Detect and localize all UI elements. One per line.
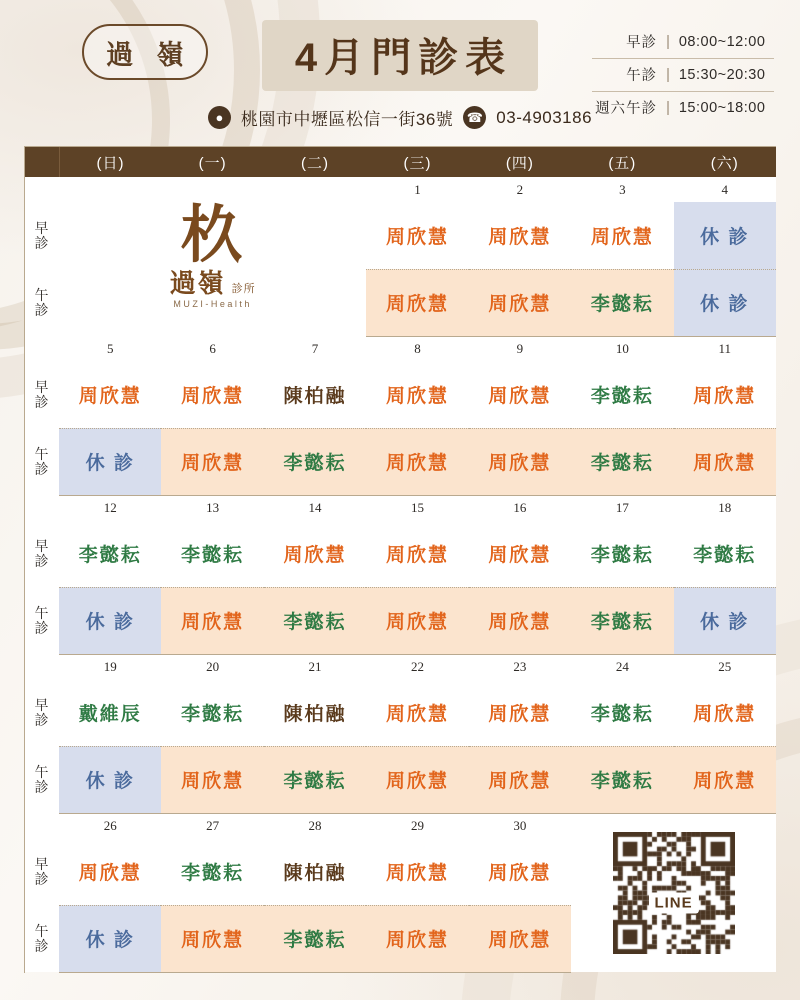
session-label-am: 早 診: [25, 838, 59, 905]
doctor-name: 李懿耘: [181, 703, 245, 725]
hours-value: 08:00~12:00: [678, 33, 766, 50]
date-cell: 23: [469, 654, 571, 679]
schedule-cell: [469, 905, 571, 972]
doctor-name: 周欣慧: [385, 226, 449, 248]
doctor-name: 周欣慧: [488, 226, 552, 248]
doctor-name: 周欣慧: [693, 703, 757, 725]
schedule-cell: [264, 679, 366, 746]
session-label-pm: 午 診: [25, 746, 59, 813]
session-label-am: 早 診: [25, 202, 59, 269]
date-cell: 30: [469, 813, 571, 838]
session-row-pm: [25, 587, 776, 654]
doctor-name: 周欣慧: [590, 226, 654, 248]
calendar-wrapper: [24, 146, 776, 973]
schedule-cell: [674, 269, 776, 336]
hours-row: [592, 59, 774, 92]
doctor-name: 周欣慧: [488, 930, 552, 951]
session-row-pm: [25, 428, 776, 495]
date-cell: 7: [264, 336, 366, 361]
schedule-cell: [571, 746, 673, 813]
logo-name-en: MUZI-Health: [173, 298, 252, 309]
schedule-cell: [366, 428, 468, 495]
schedule-cell: [161, 587, 263, 654]
clinic-logo: [59, 177, 366, 336]
doctor-name: 周欣慧: [385, 862, 449, 884]
date-cell: 3: [571, 177, 673, 202]
schedule-cell: [674, 746, 776, 813]
schedule-cell: [366, 202, 468, 269]
date-row: [25, 495, 776, 520]
line-qr-code[interactable]: [571, 813, 776, 972]
doctor-name: 周欣慧: [78, 862, 142, 884]
doctor-name: 周欣慧: [385, 544, 449, 566]
schedule-cell: [469, 587, 571, 654]
title-block: [208, 20, 592, 130]
schedule-cell: [59, 587, 161, 654]
qr-caption: LINE: [648, 892, 698, 913]
date-row-label: [25, 654, 59, 679]
date-cell: 13: [161, 495, 263, 520]
session-label-pm: 午 診: [25, 269, 59, 336]
logo-name-sub: 診所: [231, 282, 256, 295]
date-cell: 26: [59, 813, 161, 838]
date-cell: 22: [366, 654, 468, 679]
weekday-header-5: (五): [571, 147, 673, 177]
schedule-cell: [264, 905, 366, 972]
doctor-name: 周欣慧: [181, 771, 245, 792]
hours-separator: |: [666, 99, 670, 116]
schedule-cell: [59, 746, 161, 813]
schedule-cell: [469, 838, 571, 905]
session-row-am: [25, 361, 776, 428]
doctor-name: 周欣慧: [181, 612, 245, 633]
doctor-name: 李懿耘: [590, 703, 654, 725]
hours-row: [592, 26, 774, 59]
date-cell: 21: [264, 654, 366, 679]
schedule-cell: [571, 202, 673, 269]
hours-label: 午診: [626, 68, 658, 84]
page-title: 4月門診表: [262, 20, 538, 91]
session-label-pm: 午 診: [25, 428, 59, 495]
doctor-name: 李懿耘: [590, 453, 654, 474]
clinic-phone: 03-4903186: [496, 107, 593, 127]
session-label-pm: 午 診: [25, 905, 59, 972]
doctor-name: 休 診: [85, 612, 135, 633]
schedule-cell: [59, 520, 161, 587]
date-cell: 27: [161, 813, 263, 838]
doctor-name: 李懿耘: [590, 612, 654, 633]
doctor-name: 周欣慧: [385, 703, 449, 725]
clinic-badge: 過 嶺: [82, 24, 208, 80]
schedule-cell: [161, 361, 263, 428]
schedule-cell: [366, 361, 468, 428]
contact-row: [208, 105, 592, 130]
doctor-name: 周欣慧: [181, 385, 245, 407]
hours-label: 早診: [626, 35, 658, 51]
hours-row: [592, 92, 774, 124]
doctor-name: 戴維辰: [78, 703, 142, 725]
doctor-name: 陳柏融: [283, 385, 347, 407]
doctor-name: 周欣慧: [488, 703, 552, 725]
weekday-header-1: (一): [161, 147, 263, 177]
doctor-name: 周欣慧: [385, 930, 449, 951]
date-cell: 28: [264, 813, 366, 838]
session-label-am: 早 診: [25, 361, 59, 428]
schedule-cell: [674, 428, 776, 495]
doctor-name: 周欣慧: [488, 544, 552, 566]
poster-header: [0, 0, 800, 136]
date-cell: 25: [674, 654, 776, 679]
doctor-name: 休 診: [700, 612, 750, 633]
date-cell: 29: [366, 813, 468, 838]
schedule-cell: [264, 587, 366, 654]
date-row-label: [25, 177, 59, 202]
date-row-label: [25, 495, 59, 520]
hours-separator: |: [666, 66, 670, 83]
schedule-cell: [161, 679, 263, 746]
doctor-name: 李懿耘: [590, 294, 654, 315]
schedule-cell: [366, 587, 468, 654]
doctor-name: 周欣慧: [488, 612, 552, 633]
logo-name-cn: 過嶺: [169, 268, 226, 298]
date-cell: 11: [674, 336, 776, 361]
date-cell: 4: [674, 177, 776, 202]
schedule-cell: [469, 746, 571, 813]
doctor-name: 周欣慧: [488, 453, 552, 474]
doctor-name: 李懿耘: [283, 612, 347, 633]
date-cell: 15: [366, 495, 468, 520]
schedule-cell: [469, 269, 571, 336]
schedule-cell: [161, 905, 263, 972]
session-label-am: 早 診: [25, 679, 59, 746]
date-row: [25, 177, 776, 202]
date-cell: 9: [469, 336, 571, 361]
session-row-am: [25, 679, 776, 746]
schedule-cell: [571, 269, 673, 336]
date-cell: 5: [59, 336, 161, 361]
date-row: [25, 654, 776, 679]
doctor-name: 周欣慧: [385, 453, 449, 474]
doctor-name: 休 診: [700, 294, 750, 315]
schedule-cell: [264, 746, 366, 813]
date-row-label: [25, 813, 59, 838]
schedule-cell: [674, 202, 776, 269]
doctor-name: 周欣慧: [488, 294, 552, 315]
doctor-name: 李懿耘: [78, 544, 142, 566]
doctor-name: 周欣慧: [385, 385, 449, 407]
weekday-header-row: [25, 147, 776, 177]
date-row-label: [25, 336, 59, 361]
doctor-name: 周欣慧: [693, 771, 757, 792]
hours-value: 15:30~20:30: [678, 66, 766, 83]
schedule-cell: [161, 428, 263, 495]
doctor-name: 周欣慧: [488, 385, 552, 407]
date-row: [25, 336, 776, 361]
doctor-name: 李懿耘: [283, 771, 347, 792]
schedule-cell: [571, 587, 673, 654]
weekday-header-2: (二): [264, 147, 366, 177]
doctor-name: 李懿耘: [283, 930, 347, 951]
clinic-address: 桃園市中壢區松信一街36號: [240, 110, 454, 129]
schedule-cell: [469, 202, 571, 269]
schedule-cell: [264, 428, 366, 495]
date-cell: 6: [161, 336, 263, 361]
schedule-cell: [674, 587, 776, 654]
doctor-name: 休 診: [85, 453, 135, 474]
date-cell: 1: [366, 177, 468, 202]
schedule-cell: [571, 679, 673, 746]
schedule-cell: [571, 428, 673, 495]
schedule-cell: [366, 838, 468, 905]
schedule-table: [25, 147, 776, 973]
schedule-cell: [59, 428, 161, 495]
schedule-cell: [469, 428, 571, 495]
hours-label: 週六午診: [595, 101, 658, 117]
date-row: [25, 813, 776, 838]
date-cell: 2: [469, 177, 571, 202]
doctor-name: 周欣慧: [181, 453, 245, 474]
opening-hours: [592, 26, 774, 124]
schedule-cell: [264, 520, 366, 587]
hours-separator: |: [666, 33, 670, 50]
doctor-name: 李懿耘: [590, 544, 654, 566]
schedule-cell: [59, 905, 161, 972]
schedule-cell: [366, 269, 468, 336]
doctor-name: 周欣慧: [78, 385, 142, 407]
doctor-name: 李懿耘: [181, 862, 245, 884]
schedule-cell: [366, 520, 468, 587]
weekday-header-6: (六): [674, 147, 776, 177]
date-cell: 19: [59, 654, 161, 679]
schedule-cell: [674, 679, 776, 746]
date-cell: 20: [161, 654, 263, 679]
doctor-name: 周欣慧: [385, 294, 449, 315]
logo-glyph: 杦: [180, 201, 245, 270]
doctor-name: 李懿耘: [693, 544, 757, 566]
schedule-cell: [59, 838, 161, 905]
schedule-cell: [469, 520, 571, 587]
schedule-cell: [469, 361, 571, 428]
header-corner: [25, 147, 59, 177]
doctor-name: 周欣慧: [693, 453, 757, 474]
date-cell: 10: [571, 336, 673, 361]
schedule-cell: [264, 838, 366, 905]
doctor-name: 李懿耘: [590, 771, 654, 792]
doctor-name: 周欣慧: [385, 771, 449, 792]
doctor-name: 陳柏融: [283, 862, 347, 884]
doctor-name: 陳柏融: [283, 703, 347, 725]
doctor-name: 周欣慧: [385, 612, 449, 633]
schedule-cell: [366, 905, 468, 972]
schedule-cell: [674, 361, 776, 428]
schedule-cell: [469, 679, 571, 746]
schedule-cell: [571, 361, 673, 428]
doctor-name: 周欣慧: [488, 862, 552, 884]
schedule-cell: [366, 679, 468, 746]
date-cell: 14: [264, 495, 366, 520]
schedule-cell: [264, 361, 366, 428]
session-label-pm: 午 診: [25, 587, 59, 654]
doctor-name: 周欣慧: [181, 930, 245, 951]
qr-image[interactable]: [613, 832, 735, 954]
session-row-am: [25, 520, 776, 587]
date-cell: 8: [366, 336, 468, 361]
schedule-cell: [571, 520, 673, 587]
doctor-name: 休 診: [85, 771, 135, 792]
location-pin-icon: ●: [208, 106, 231, 129]
schedule-cell: [366, 746, 468, 813]
date-cell: 24: [571, 654, 673, 679]
phone-icon: ☎: [463, 106, 486, 129]
doctor-name: 休 診: [700, 226, 750, 248]
doctor-name: 李懿耘: [590, 385, 654, 407]
date-cell: 12: [59, 495, 161, 520]
schedule-cell: [59, 679, 161, 746]
schedule-cell: [161, 520, 263, 587]
weekday-header-0: (日): [59, 147, 161, 177]
doctor-name: 李懿耘: [283, 453, 347, 474]
session-row-pm: [25, 746, 776, 813]
doctor-name: 周欣慧: [488, 771, 552, 792]
doctor-name: 李懿耘: [181, 544, 245, 566]
session-label-am: 早 診: [25, 520, 59, 587]
date-cell: 18: [674, 495, 776, 520]
doctor-name: 周欣慧: [283, 544, 347, 566]
weekday-header-4: (四): [469, 147, 571, 177]
schedule-cell: [674, 520, 776, 587]
doctor-name: 周欣慧: [693, 385, 757, 407]
schedule-cell: [59, 361, 161, 428]
date-cell: 17: [571, 495, 673, 520]
schedule-cell: [161, 838, 263, 905]
schedule-calendar: [24, 146, 776, 973]
schedule-cell: [161, 746, 263, 813]
hours-value: 15:00~18:00: [678, 99, 766, 116]
doctor-name: 休 診: [85, 930, 135, 951]
weekday-header-3: (三): [366, 147, 468, 177]
date-cell: 16: [469, 495, 571, 520]
